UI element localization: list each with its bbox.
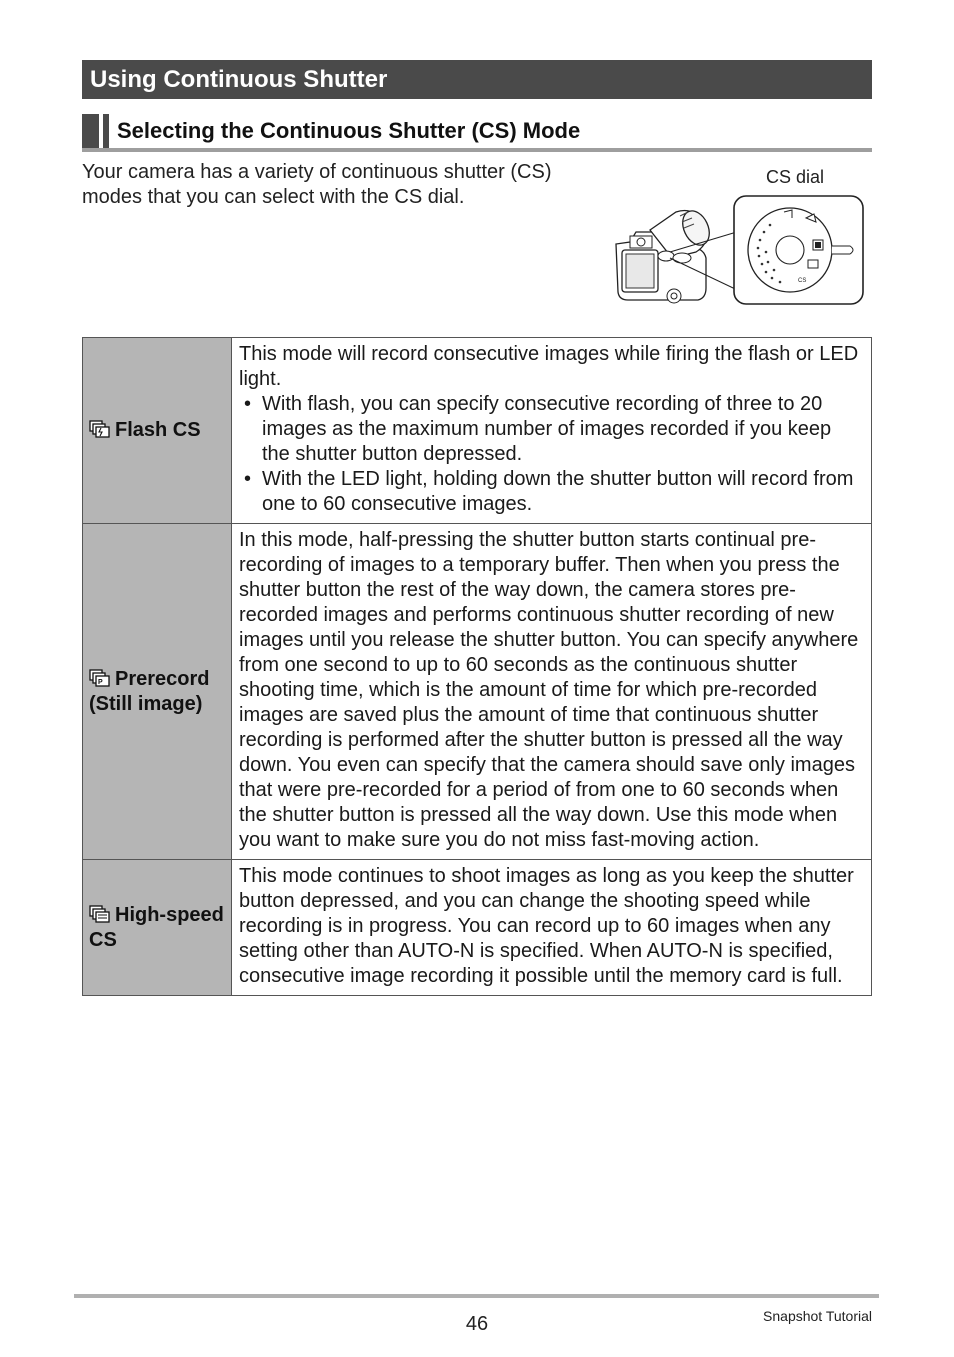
mode-description: [232, 860, 872, 996]
mode-name-cell: [83, 338, 232, 524]
cs-modes-table: [82, 337, 872, 996]
mode-name: Prerecord (Still image): [89, 667, 210, 715]
mode-description: [232, 524, 872, 860]
bullet-item: • With flash, you can specify consecutive recording of three to 20 images as the maximum number of images recorded if you keep the shutter button depressed.: [239, 392, 864, 467]
bullet-list: [239, 392, 864, 517]
subsection-heading: [82, 114, 872, 152]
mode-description-lead: This mode will record consecutive images while firing the flash or LED light.: [239, 343, 859, 390]
bullet-item: • With the LED light, holding down the shutter button will record from one to 60 consecutive images.: [239, 467, 864, 517]
table-row: [83, 860, 872, 996]
mode-name: High-speed CS: [89, 903, 224, 951]
flash-cs-icon: [89, 420, 111, 438]
page-number: 46: [465, 1313, 489, 1335]
chapter-title: Snapshot Tutorial: [763, 1308, 872, 1324]
mode-name-cell: [83, 860, 232, 996]
mode-name-cell: [83, 524, 232, 860]
svg-text:CS: CS: [798, 278, 807, 284]
heading-marker: [82, 114, 99, 148]
intro-paragraph: Your camera has a variety of continuous shutter (CS) modes that you can select with the CS dial.: [82, 161, 552, 208]
table-row: [83, 338, 872, 524]
high-speed-cs-icon: [89, 905, 111, 923]
prerecord-cs-icon: [89, 669, 111, 687]
section-title: Using Continuous Shutter: [82, 60, 872, 99]
mode-description: [232, 338, 872, 524]
table-row: [83, 524, 872, 860]
camera-cs-dial-illustration: [610, 192, 872, 310]
mode-name: Flash CS: [115, 419, 201, 441]
mode-description-lead: This mode continues to shoot images as long as you keep the shutter button depressed, and you can change the shooting speed while recording is in progress. You can record up to 60 images when any setting other than AUTO-N is specified. When AUTO-N is specified, consecutive image recording it possible until the memory card is full.: [239, 865, 854, 987]
footer-divider: [74, 1294, 879, 1298]
heading-marker-thin: [103, 114, 109, 148]
cs-dial-label: CS dial: [766, 167, 825, 187]
svg-text:P: P: [98, 678, 103, 686]
subsection-title: Selecting the Continuous Shutter (CS) Mode: [117, 118, 581, 143]
mode-description-lead: In this mode, half-pressing the shutter button starts continual pre-recording of images to a temporary buffer. Then when you press the shutter button the rest of the way down, the camera stores pre-recorded images and performs continuous shutter recording of new images until you release the shutter button. You can specify anywhere from one second to up to 60 seconds as the continuous shutter shooting time, which is the amount of time for which pre-recorded images are saved plus the amount of time that continuous shutter recording is performed after the shutter button is pressed all the way down. You even can specify that the camera should save only images that were pre-recorded for a period of from one to 60 seconds when the shutter button is pressed all the way down. Use this mode when you want to make sure you do not miss fast-moving action.: [239, 529, 859, 851]
